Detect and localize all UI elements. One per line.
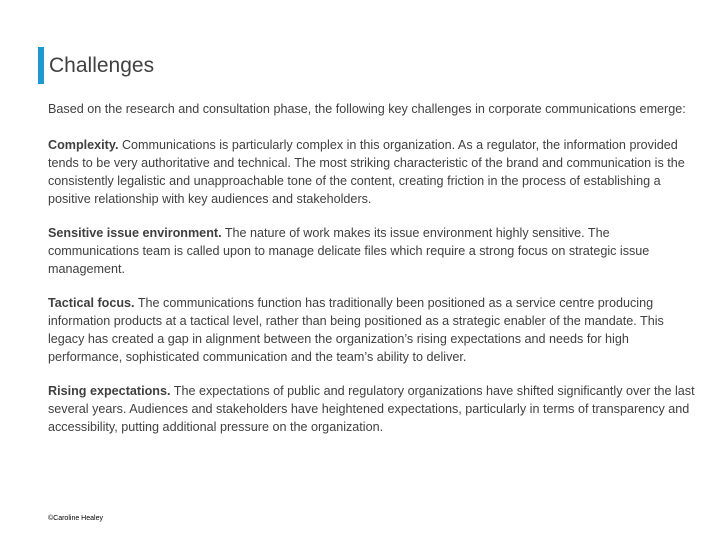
title-accent-bar (38, 47, 44, 84)
challenge-text: The expectations of public and regulatory organizations have shifted significantly over the last several years. Audiences and stakeholders have heightened expectations, particularly in terms of transparency and accessibility, putting additional pressure on the organization. (48, 384, 695, 434)
challenge-rising-expectations (48, 382, 700, 436)
challenge-tactical-focus (48, 294, 700, 366)
slide-title: Challenges (49, 54, 155, 77)
challenge-sensitive-issue-environment (48, 224, 700, 278)
challenge-lead: Rising expectations. (48, 384, 171, 398)
copyright-footer: ©Caroline Healey (48, 515, 103, 522)
challenge-text: The communications function has traditionally been positioned as a service centre producing information products at a tactical level, rather than being positioned as a strategic enabler of the mandate. This legacy has created a gap in alignment between the organization’s rising expectations and needs for high performance, sophisticated communication and the team’s ability to deliver. (48, 296, 664, 364)
challenge-lead: Complexity. (48, 138, 119, 152)
slide-body (48, 100, 700, 452)
challenge-lead: Sensitive issue environment. (48, 226, 222, 240)
intro-paragraph: Based on the research and consultation phase, the following key challenges in corporate communications emerge: (48, 102, 686, 116)
challenge-complexity (48, 136, 700, 208)
challenge-lead: Tactical focus. (48, 296, 135, 310)
challenge-text: Communications is particularly complex in this organization. As a regulator, the information provided tends to be very authoritative and technical. The most striking characteristic of the brand and communication is the consistently legalistic and unapproachable tone of the content, creating friction in the process of establishing a positive relationship with key audiences and stakeholders. (48, 138, 685, 206)
challenge-text: The nature of work makes its issue environment highly sensitive. The communications team is called upon to manage delicate files which require a strong focus on strategic issue management. (48, 226, 650, 276)
